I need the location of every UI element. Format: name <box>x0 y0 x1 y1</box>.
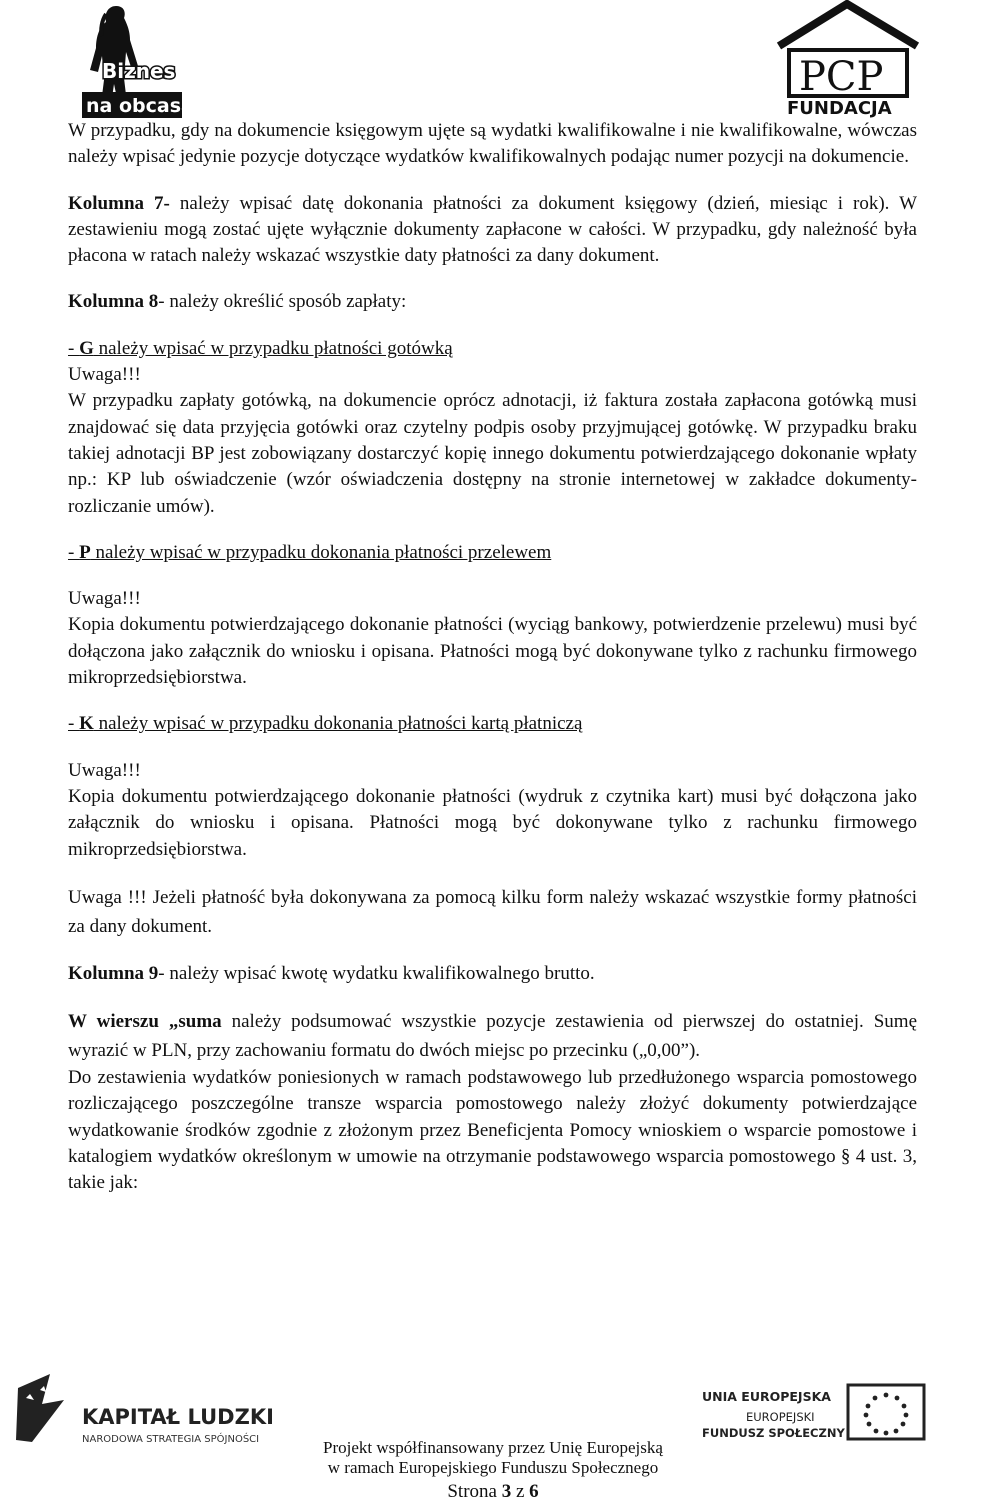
option-k-heading: - K należy wpisać w przypadku dokonania płatności kartą płatniczą <box>68 713 583 735</box>
option-p-letter: P <box>79 541 91 563</box>
option-g-letter: G <box>79 337 94 359</box>
kolumna-7-label: Kolumna 7- <box>68 192 170 214</box>
footer-efs-line: w ramach Europejskiego Funduszu Społecznego <box>327 1458 659 1477</box>
uwaga-g: Uwaga!!! <box>68 364 141 386</box>
option-p-note: Kopia dokumentu potwierdzającego dokonanie płatności (wyciąg bankowy, potwierdzenie przelewu) musi być dołączona jako załącznik do wniosku i opisana. Płatności mogą być dokonywane tylko z rachunku firmowego mikroprzedsiębiorstwa. <box>68 614 917 689</box>
page-footer <box>0 1360 960 1507</box>
footer-cofinanced-line: Projekt współfinansowany przez Unię Europejską <box>323 1438 663 1457</box>
svg-text:EUROPEJSKI: EUROPEJSKI <box>746 1410 815 1424</box>
svg-text:Biznes: Biznes <box>102 59 176 83</box>
total-pages: 6 <box>529 1481 539 1502</box>
option-k-letter: K <box>79 713 94 735</box>
biznes-na-obcasach-logo <box>66 0 219 120</box>
final-paragraph: Do zestawienia wydatków poniesionych w ramach podstawowego lub przedłużonego wsparcia pomostowego rozliczającego poszczególne transze wsparcia pomostowego należy złożyć dokumenty potwierdzające wydatkowanie środków zgodnie z złożonym przez Beneficjenta Pomocy wnioskiem o wsparcie pomostowe i katalogiem wydatków określonym w umowie na otrzymanie podstawowego wsparcia pomostowego § 4 ust. 3, takie jak: <box>68 1067 917 1194</box>
option-g-note: W przypadku zapłaty gotówką, na dokumencie oprócz adnotacji, iż faktura została zapłacona gotówką musi znajdować się data przyjęcia gotówki oraz czytelny podpis osoby przyjmującej gotówkę. W przypadku braku takiej adnotacji BP jest zobowiązany dostarczyć kopię innego dokumentu potwierdzającego dokonanie wpłaty np.: KP lub oświadczenie (wzór oświadczenia dostępny na stronie internetowej w zakładce dokumenty- rozliczanie umów). <box>68 390 917 517</box>
kolumna-8-paragraph <box>68 289 917 315</box>
kolumna-7-paragraph <box>68 191 917 270</box>
svg-text:na obcasach: na obcasach <box>86 95 219 117</box>
option-p-heading: - P należy wpisać w przypadku dokonania płatności przelewem <box>68 541 552 563</box>
svg-text:PCP: PCP <box>799 54 884 100</box>
option-g-heading: - G należy wpisać w przypadku płatności gotówką <box>68 337 453 359</box>
intro-paragraph: W przypadku, gdy na dokumencie księgowym ujęte są wydatki kwalifikowalne i nie kwalifikowalne, wówczas należy wpisać jedynie pozycje dotyczące wydatków kwalifikowalnych podając numer pozycji na dokumencie. <box>68 120 917 168</box>
kolumna-9-text: - należy wpisać kwotę wydatku kwalifikowalnego brutto. <box>158 962 595 984</box>
document-body <box>68 118 917 1197</box>
svg-text:FUNDUSZ SPOŁECZNY: FUNDUSZ SPOŁECZNY <box>702 1426 845 1440</box>
kolumna-7-text: należy wpisać datę dokonania płatności za dokument księgowy (dzień, miesiąc i rok). W zestawieniu mogą zostać ujęte wyłącznie dokumenty zapłacone w całości. W przypadku, gdy należność była płacona w ratach należy wskazać wszystkie daty płatności za dany dokument. <box>68 192 917 267</box>
page-number: Strona 3 z 6 <box>447 1481 539 1502</box>
multiple-forms-note: Uwaga !!! Jeżeli płatność była dokonywana za pomocą kilku form należy wskazać wszystkie formy płatności za dany dokument. <box>68 886 917 937</box>
suma-paragraph: W wierszu „suma należy podsumować wszystkie pozycje zestawienia od pierwszej do ostatniej. Sumę wyrazić w PLN, przy zachowaniu formatu do dwóch miejsc po przecinku („0,00”). <box>68 1011 918 1062</box>
kolumna-8-text: - należy określić sposób zapłaty: <box>158 291 407 313</box>
uwaga-p: Uwaga!!! <box>68 588 141 610</box>
svg-text:KAPITAŁ LUDZKI: KAPITAŁ LUDZKI <box>82 1405 274 1429</box>
kolumna-9-paragraph <box>68 961 917 987</box>
current-page: 3 <box>501 1481 512 1502</box>
svg-text:UNIA EUROPEJSKA: UNIA EUROPEJSKA <box>702 1389 831 1404</box>
svg-text:NARODOWA STRATEGIA SPÓJNOŚCI: NARODOWA STRATEGIA SPÓJNOŚCI <box>82 1434 260 1445</box>
option-k-note: Kopia dokumentu potwierdzającego dokonanie płatności (wydruk z czytnika kart) musi być dołączona jako załącznik do wniosku i opisana. Płatności mogą być dokonywane tylko z rachunku firmowego mikroprzedsiębiorstwa. <box>68 785 917 860</box>
uwaga-k: Uwaga!!! <box>68 759 141 781</box>
svg-text:FUNDACJA: FUNDACJA <box>787 98 892 119</box>
pcp-fundacja-logo <box>775 0 920 118</box>
kolumna-8-label: Kolumna 8 <box>68 291 159 313</box>
suma-keyword: „suma <box>168 1011 222 1033</box>
kolumna-9-label: Kolumna 9 <box>68 962 159 984</box>
